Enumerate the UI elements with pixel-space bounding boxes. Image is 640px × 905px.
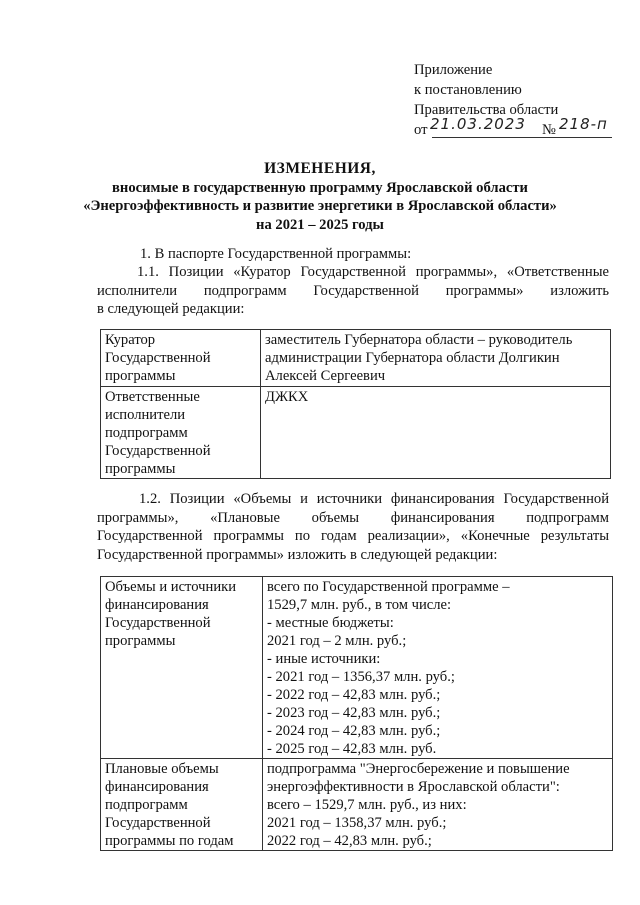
from-label: от <box>414 122 428 138</box>
item-1-2-line-3: Государственной программы по годам реализации», «Конечные результаты <box>97 528 609 544</box>
item-1-1-line-1: 1.1. Позиции «Куратор Государственной программы», «Ответственные <box>137 264 609 280</box>
plan-value-cell: подпрограмма "Энергосбережение и повышение энергоэффективности в Ярославской области": всего – 1529,7 млн. руб., из них: 2021 год – 1358,37 млн. руб.; 2022 год – 42,83 млн. руб.; <box>263 759 613 851</box>
appendix-header <box>414 60 614 140</box>
number-label: № <box>542 122 556 138</box>
date-number-line <box>414 115 614 140</box>
plan-label-cell: Плановые объемы финансирования подпрограмм Государственной программы по годам <box>101 759 263 851</box>
volume-value-cell: всего по Государственной программе – 1529,7 млн. руб., в том числе: - местные бюджеты: 2021 год – 2 млн. руб.; - иные источники: - 2021 год – 1356,37 млн. руб.; - 2022 год – 42,83 млн. руб.; - 2023 год – 42,83 млн. руб.; - 2024 год – 42,83 млн. руб.; - 2025 год – 42,83 млн. руб. <box>263 577 613 759</box>
curator-value-cell: заместитель Губернатора области – руководитель администрации Губернатора области Долгикин Алексей Сергеевич <box>261 330 611 387</box>
volume-label-cell: Объемы и источники финансирования Государственной программы <box>101 577 263 759</box>
responsible-label-cell: Ответственные исполнители подпрограмм Государственной программы <box>101 387 261 479</box>
item-1-2-line-4: Государственной программы» изложить в следующей редакции: <box>97 546 498 563</box>
handwritten-date: 21.03.2023 <box>430 115 526 133</box>
table-row <box>101 759 613 851</box>
signature-underline <box>432 137 612 138</box>
item-1-1-line-3: в следующей редакции: <box>97 301 245 317</box>
title-main: ИЗМЕНЕНИЯ, <box>264 160 376 177</box>
curator-label-cell: Куратор Государственной программы <box>101 330 261 387</box>
title-line-2: вносимые в государственную программу Ярославской области <box>112 179 528 196</box>
curator-table <box>100 329 611 479</box>
appendix-line-3: Правительства области <box>414 102 559 118</box>
table-row <box>101 330 611 387</box>
item-1-2-line-2: программы», «Плановые объемы финансирования подпрограмм <box>97 509 609 526</box>
document-title <box>80 160 560 234</box>
item-1-2-line-1: 1.2. Позиции «Объемы и источники финансирования Государственной <box>139 491 609 507</box>
appendix-line-1: Приложение <box>414 62 493 78</box>
item-1-2-paragraph <box>97 490 609 564</box>
table-row <box>101 387 611 479</box>
section-1-heading: 1. В паспорте Государственной программы: <box>140 246 412 262</box>
item-1-1-line-2: исполнители подпрограмм Государственной программы» изложить <box>97 282 609 299</box>
item-1-1-paragraph <box>97 263 609 319</box>
title-line-3: «Энергоэффективность и развитие энергетики в Ярославской области» <box>83 198 557 214</box>
financing-table <box>100 576 613 851</box>
table-row <box>101 577 613 759</box>
handwritten-number: 218-п <box>559 115 608 133</box>
responsible-value-cell: ДЖКХ <box>261 387 611 479</box>
title-line-4: на 2021 – 2025 годы <box>256 216 384 233</box>
appendix-line-2: к постановлению <box>414 82 522 98</box>
